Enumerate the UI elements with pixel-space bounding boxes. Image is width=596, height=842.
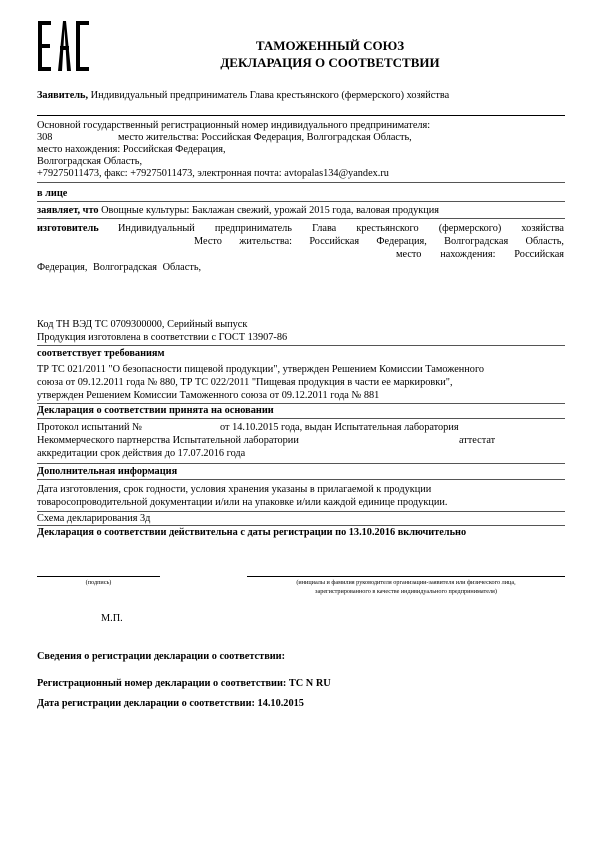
in-person-label: в лице: [37, 188, 68, 199]
name-line: [247, 576, 565, 577]
requirements-line1: ТР ТС 021/2011 "О безопасности пищевой продукции", утвержден Решением Комиссии Таможенного: [37, 364, 485, 375]
additional-line2: товаросопроводительной документации и/или на упаковке и/или каждой единице продукции.: [37, 497, 448, 508]
divider: [37, 345, 565, 346]
declares-row: [37, 205, 439, 217]
registration-number: Регистрационный номер декларации о соответствии: ТС N RU: [37, 678, 331, 689]
header-title: ДЕКЛАРАЦИЯ О СООТВЕТСТВИИ: [220, 55, 440, 70]
name-caption1: (инициалы и фамилия руководителя организации-заявителя или физического лица,: [296, 579, 516, 586]
declares-label: заявляет, что: [37, 205, 99, 216]
basis-line1a: Протокол испытаний №: [37, 422, 142, 433]
requirements-label: соответствует требованиям: [37, 348, 165, 359]
basis-line2a: Некоммерческого партнерства Испытательной лаборатории: [37, 435, 299, 446]
header-union: ТАМОЖЕННЫЙ СОЮЗ: [255, 38, 405, 53]
location-text: место нахождения: Российская Федерация,: [37, 144, 226, 155]
region-text: Волгоградская Область,: [37, 156, 143, 167]
scheme-text: Схема декларирования 3д: [37, 513, 151, 524]
basis-label: Декларация о соответствии принята на основании: [37, 405, 274, 416]
reg-number-line1: Основной государственный регистрационный номер индивидуального предпринимателя:: [37, 120, 431, 131]
divider: [37, 479, 565, 480]
manufacturer-text1: Индивидуальный предприниматель Глава крестьянского (фермерского) хозяйства: [118, 223, 564, 234]
declares-text: Овощные культуры: Баклажан свежий, урожай 2015 года, валовая продукция: [98, 205, 440, 216]
registration-title: Сведения о регистрации декларации о соответствии:: [37, 651, 286, 662]
eac-logo-mark: [36, 19, 92, 73]
applicant-row: [37, 90, 449, 102]
divider: [37, 418, 565, 419]
basis-line2b: аттестат: [459, 435, 496, 446]
basis-line3: аккредитации срок действия до 17.07.2016 года: [37, 448, 246, 459]
applicant-label: Заявитель,: [37, 90, 89, 101]
divider: [37, 201, 565, 202]
code-line2: Продукция изготовлена в соответствии с ГОСТ 13907-86: [37, 332, 288, 343]
signature-line: [37, 576, 160, 577]
signature-caption: (подпись): [85, 579, 112, 586]
manufacturer-label: изготовитель: [37, 223, 99, 234]
applicant-text: Индивидуальный предприниматель Глава крестьянского (фермерского) хозяйства: [88, 90, 450, 101]
divider: [37, 463, 565, 464]
manufacturer-text4: Федерация, Волгоградская Область,: [37, 262, 202, 273]
registration-date: Дата регистрации декларации о соответствии: 14.10.2015: [37, 698, 304, 709]
code-line1: Код ТН ВЭД ТС 0709300000, Серийный выпуск: [37, 319, 248, 330]
manufacturer-text3: место нахождения: Российская: [396, 249, 564, 260]
validity-text: Декларация о соответствии действительна с даты регистрации по 13.10.2016 включительно: [37, 527, 467, 538]
divider: [37, 511, 565, 512]
divider: [37, 115, 565, 116]
manufacturer-text2: Место жительства: Российская Федерация, Волгоградская Область,: [194, 236, 564, 247]
additional-label: Дополнительная информация: [37, 466, 178, 477]
divider: [37, 525, 565, 526]
contacts-text: +79275011473, факс: +79275011473, электронная почта: avtopalas134@yandex.ru: [37, 168, 389, 179]
eac-logo: [36, 19, 92, 73]
basis-line1b: от 14.10.2015 года, выдан Испытательная лаборатория: [220, 422, 459, 433]
residence-text: место жительства: Российская Федерация, Волгоградская Область,: [118, 132, 412, 143]
requirements-line3: утвержден Решением Комиссии Таможенного союза от 09.12.2011 года № 881: [37, 390, 380, 401]
additional-line1: Дата изготовления, срок годности, условия хранения указаны в прилагаемой к продукции: [37, 484, 432, 495]
name-caption2: зарегистрированного в качестве индивидуального предпринимателя): [315, 588, 497, 595]
divider: [37, 182, 565, 183]
requirements-line2: союза от 09.12.2011 года № 880, ТР ТС 022/2011 "Пищевая продукция в части ее маркировки",: [37, 377, 453, 388]
stamp-place: М.П.: [101, 613, 123, 624]
divider: [37, 403, 565, 404]
divider: [37, 218, 565, 219]
reg-number-value: 308: [37, 132, 53, 143]
